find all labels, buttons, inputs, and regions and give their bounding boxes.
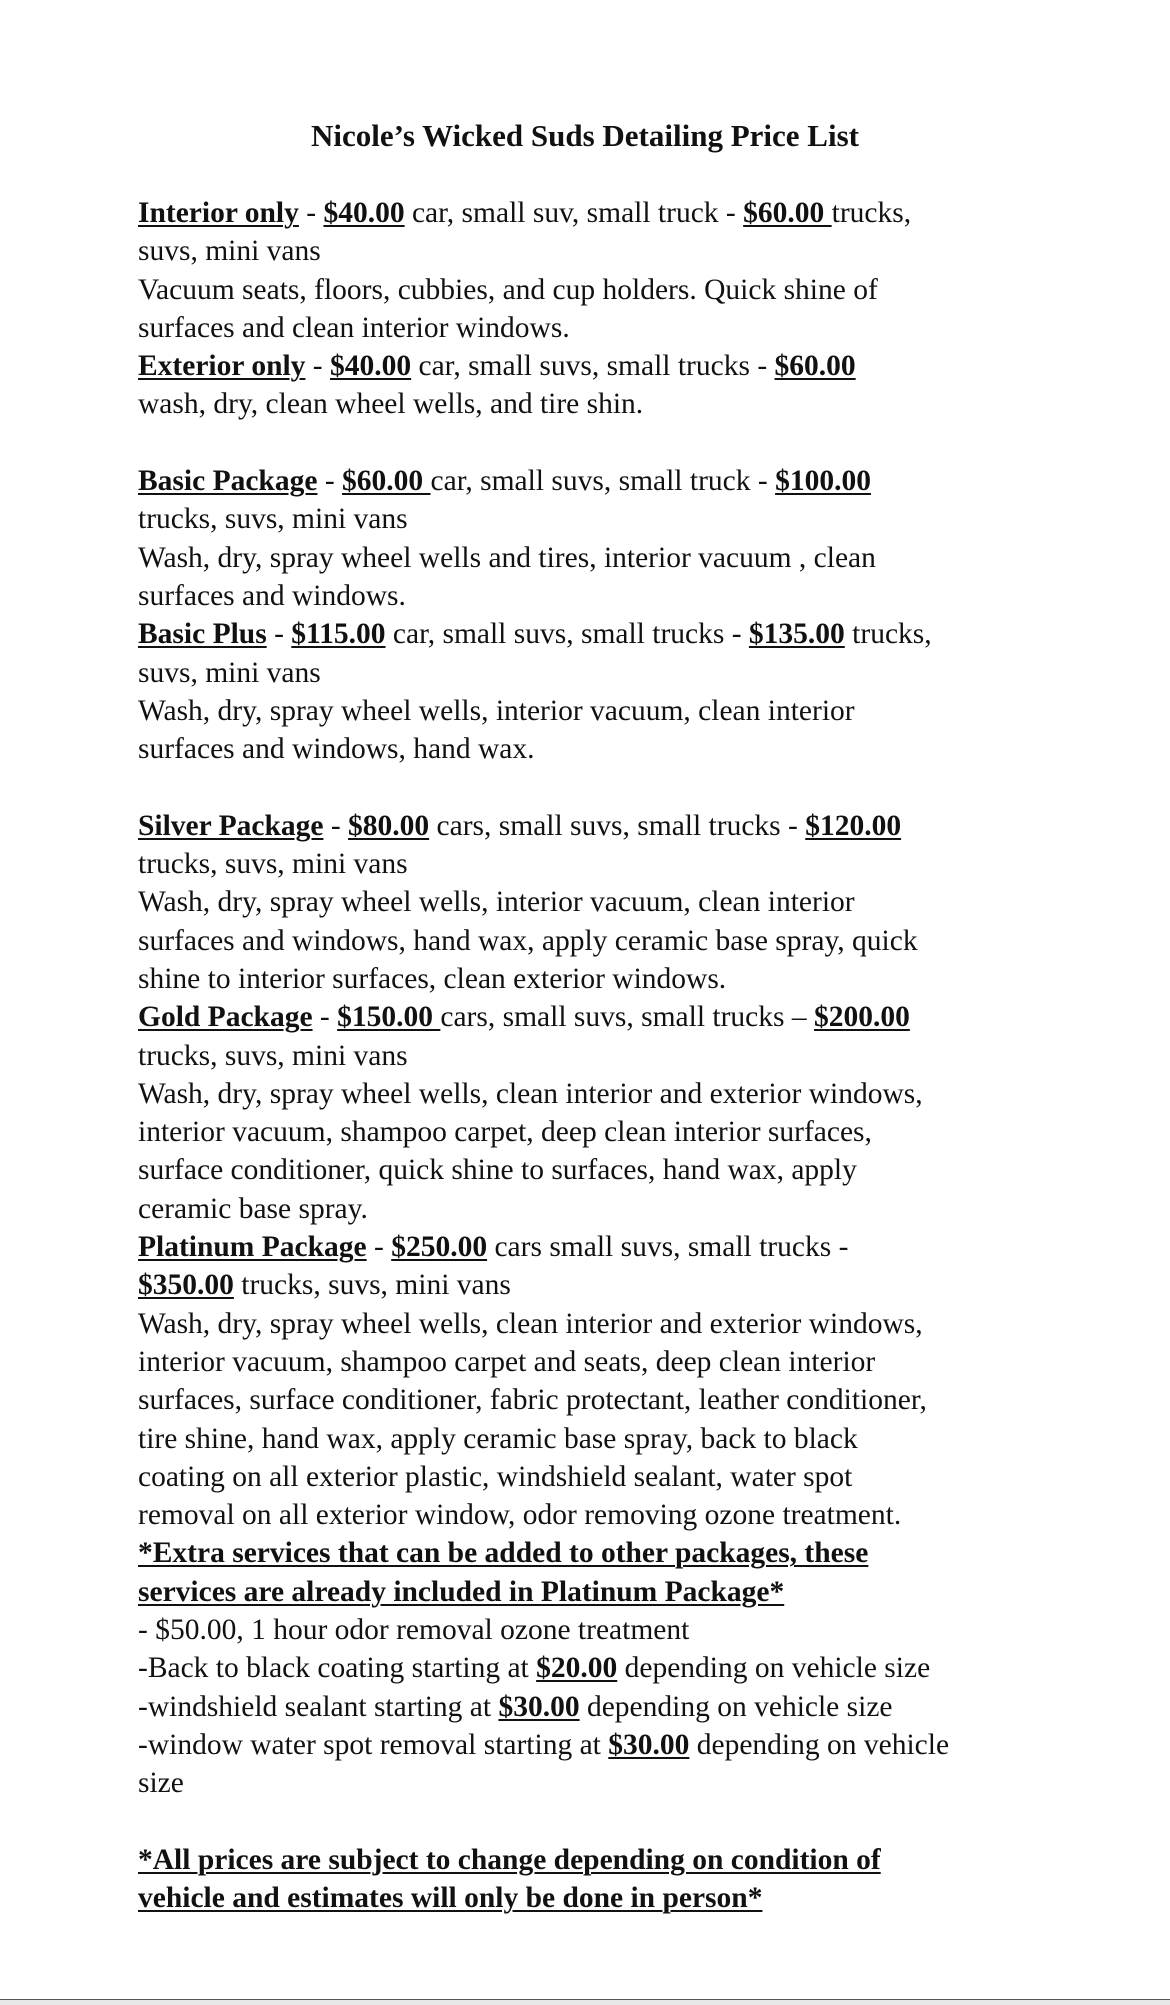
basic-plus-small-vehicles: car, small suvs, small trucks - bbox=[385, 618, 749, 651]
gold-small-vehicles: cars, small suvs, small trucks – bbox=[440, 1001, 814, 1034]
basic-plus-desc-line: surfaces and windows, hand wax. bbox=[138, 733, 535, 766]
extra-text: -Back to black coating starting at bbox=[138, 1652, 537, 1685]
silver-price-line bbox=[138, 807, 1043, 845]
extra-price: $20.00 bbox=[536, 1652, 618, 1685]
interior-desc-line: Vacuum seats, floors, cubbies, and cup holders. Quick shine of bbox=[138, 273, 878, 306]
platinum-desc-line: removal on all exterior window, odor removing ozone treatment. bbox=[138, 1499, 902, 1532]
spacer bbox=[138, 424, 1043, 462]
basic-large-vehicles: trucks, suvs, mini vans bbox=[138, 503, 408, 536]
basic-plus-price-line bbox=[138, 615, 1043, 653]
basic-small-vehicles: car, small suvs, small truck - bbox=[430, 465, 776, 498]
platinum-price-large: $350.00 bbox=[138, 1269, 234, 1302]
price-list-content bbox=[138, 194, 1043, 1917]
extras-heading: services are already included in Platinum Package* bbox=[138, 1575, 785, 1608]
gold-desc-line: Wash, dry, spray wheel wells, clean interior and exterior windows, bbox=[138, 1077, 923, 1110]
platinum-small-vehicles: cars small suvs, small trucks - bbox=[487, 1231, 849, 1264]
interior-large-vehicles-1: trucks, bbox=[831, 197, 912, 229]
extra-back-to-black bbox=[138, 1649, 1043, 1687]
separator: - bbox=[266, 618, 292, 651]
page-title: Nicole’s Wicked Suds Detailing Price List bbox=[311, 118, 859, 153]
interior-small-vehicles: car, small suv, small truck - bbox=[404, 197, 744, 229]
basic-name: Basic Package bbox=[138, 465, 318, 498]
basic-price-large: $100.00 bbox=[775, 465, 871, 498]
spacer bbox=[138, 1802, 1043, 1840]
separator: - bbox=[323, 809, 349, 842]
silver-desc-line: Wash, dry, spray wheel wells, interior vacuum, clean interior bbox=[138, 886, 855, 919]
extra-text: -window water spot removal starting at bbox=[138, 1728, 609, 1761]
exterior-price-small: $40.00 bbox=[330, 350, 412, 383]
platinum-desc-line: surfaces, surface conditioner, fabric protectant, leather conditioner, bbox=[138, 1384, 927, 1417]
interior-large-vehicles-2: suvs, mini vans bbox=[138, 235, 321, 268]
silver-name: Silver Package bbox=[138, 809, 324, 842]
extra-water-spot-cont: size bbox=[138, 1767, 184, 1800]
gold-desc-line: interior vacuum, shampoo carpet, deep clean interior surfaces, bbox=[138, 1116, 872, 1149]
basic-plus-large-vehicles-2: suvs, mini vans bbox=[138, 656, 321, 689]
silver-desc-line: surfaces and windows, hand wax, apply ceramic base spray, quick bbox=[138, 924, 918, 957]
extra-text: depending on vehicle bbox=[689, 1728, 950, 1761]
basic-desc-line: surfaces and windows. bbox=[138, 579, 406, 612]
page-bottom-edge bbox=[0, 1999, 1170, 2005]
platinum-name: Platinum Package bbox=[138, 1231, 367, 1264]
gold-name: Gold Package bbox=[138, 1001, 313, 1034]
extra-text: -windshield sealant starting at bbox=[138, 1690, 499, 1723]
disclaimer: *All prices are subject to change depending on condition of bbox=[138, 1843, 881, 1876]
exterior-price-large: $60.00 bbox=[774, 350, 856, 383]
silver-desc-line: shine to interior surfaces, clean exterior windows. bbox=[138, 962, 727, 995]
extra-text: depending on vehicle size bbox=[579, 1690, 893, 1723]
separator: - bbox=[366, 1231, 392, 1264]
interior-price-small: $40.00 bbox=[323, 197, 405, 229]
gold-desc-line: ceramic base spray. bbox=[138, 1192, 368, 1225]
disclaimer: vehicle and estimates will only be done in person* bbox=[138, 1882, 763, 1915]
basic-price-small: $60.00 bbox=[342, 465, 431, 498]
platinum-desc-line: tire shine, hand wax, apply ceramic base spray, back to black bbox=[138, 1422, 858, 1455]
extras-heading: *Extra services that can be added to other packages, these bbox=[138, 1537, 869, 1570]
platinum-large-vehicles: trucks, suvs, mini vans bbox=[233, 1269, 511, 1302]
separator: - bbox=[317, 465, 343, 498]
exterior-small-vehicles: car, small suvs, small trucks - bbox=[411, 350, 775, 383]
extra-price: $30.00 bbox=[498, 1690, 580, 1723]
interior-price-large: $60.00 bbox=[743, 197, 832, 229]
interior-name: Interior only bbox=[138, 197, 299, 229]
basic-plus-price-large: $135.00 bbox=[748, 618, 845, 651]
silver-large-vehicles: trucks, suvs, mini vans bbox=[138, 848, 408, 881]
interior-price-line bbox=[138, 194, 1043, 232]
basic-price-line bbox=[138, 462, 1043, 500]
gold-price-small: $150.00 bbox=[337, 1001, 441, 1034]
extra-ozone: - $50.00, 1 hour odor removal ozone treatment bbox=[138, 1613, 690, 1646]
basic-plus-large-vehicles-1: trucks, bbox=[844, 618, 932, 651]
extra-text: depending on vehicle size bbox=[617, 1652, 931, 1685]
exterior-desc-line: wash, dry, clean wheel wells, and tire shin. bbox=[138, 388, 644, 421]
basic-plus-desc-line: Wash, dry, spray wheel wells, interior vacuum, clean interior bbox=[138, 694, 855, 727]
exterior-name: Exterior only bbox=[138, 350, 306, 383]
basic-plus-name: Basic Plus bbox=[138, 618, 267, 651]
extra-water-spot bbox=[138, 1726, 1043, 1764]
basic-plus-price-small: $115.00 bbox=[291, 618, 386, 651]
gold-price-line bbox=[138, 998, 1043, 1036]
separator: - bbox=[298, 197, 324, 229]
gold-price-large: $200.00 bbox=[814, 1001, 910, 1034]
platinum-desc-line: coating on all exterior plastic, windshield sealant, water spot bbox=[138, 1460, 853, 1493]
interior-desc-line: surfaces and clean interior windows. bbox=[138, 311, 570, 344]
extra-windshield bbox=[138, 1688, 1043, 1726]
extra-price: $30.00 bbox=[608, 1728, 690, 1761]
silver-price-small: $80.00 bbox=[348, 809, 430, 842]
basic-desc-line: Wash, dry, spray wheel wells and tires, interior vacuum , clean bbox=[138, 541, 876, 574]
separator: - bbox=[305, 350, 330, 383]
gold-large-vehicles: trucks, suvs, mini vans bbox=[138, 1039, 408, 1072]
platinum-desc-line: interior vacuum, shampoo carpet and seats, deep clean interior bbox=[138, 1345, 876, 1378]
exterior-price-line bbox=[138, 347, 1043, 385]
platinum-price-line bbox=[138, 1228, 1043, 1266]
spacer bbox=[138, 768, 1043, 806]
separator: - bbox=[312, 1001, 338, 1034]
platinum-large-line bbox=[138, 1266, 1043, 1304]
platinum-desc-line: Wash, dry, spray wheel wells, clean interior and exterior windows, bbox=[138, 1307, 923, 1340]
silver-small-vehicles: cars, small suvs, small trucks - bbox=[429, 809, 806, 842]
platinum-price-small: $250.00 bbox=[391, 1231, 488, 1264]
silver-price-large: $120.00 bbox=[805, 809, 902, 842]
gold-desc-line: surface conditioner, quick shine to surfaces, hand wax, apply bbox=[138, 1154, 857, 1187]
